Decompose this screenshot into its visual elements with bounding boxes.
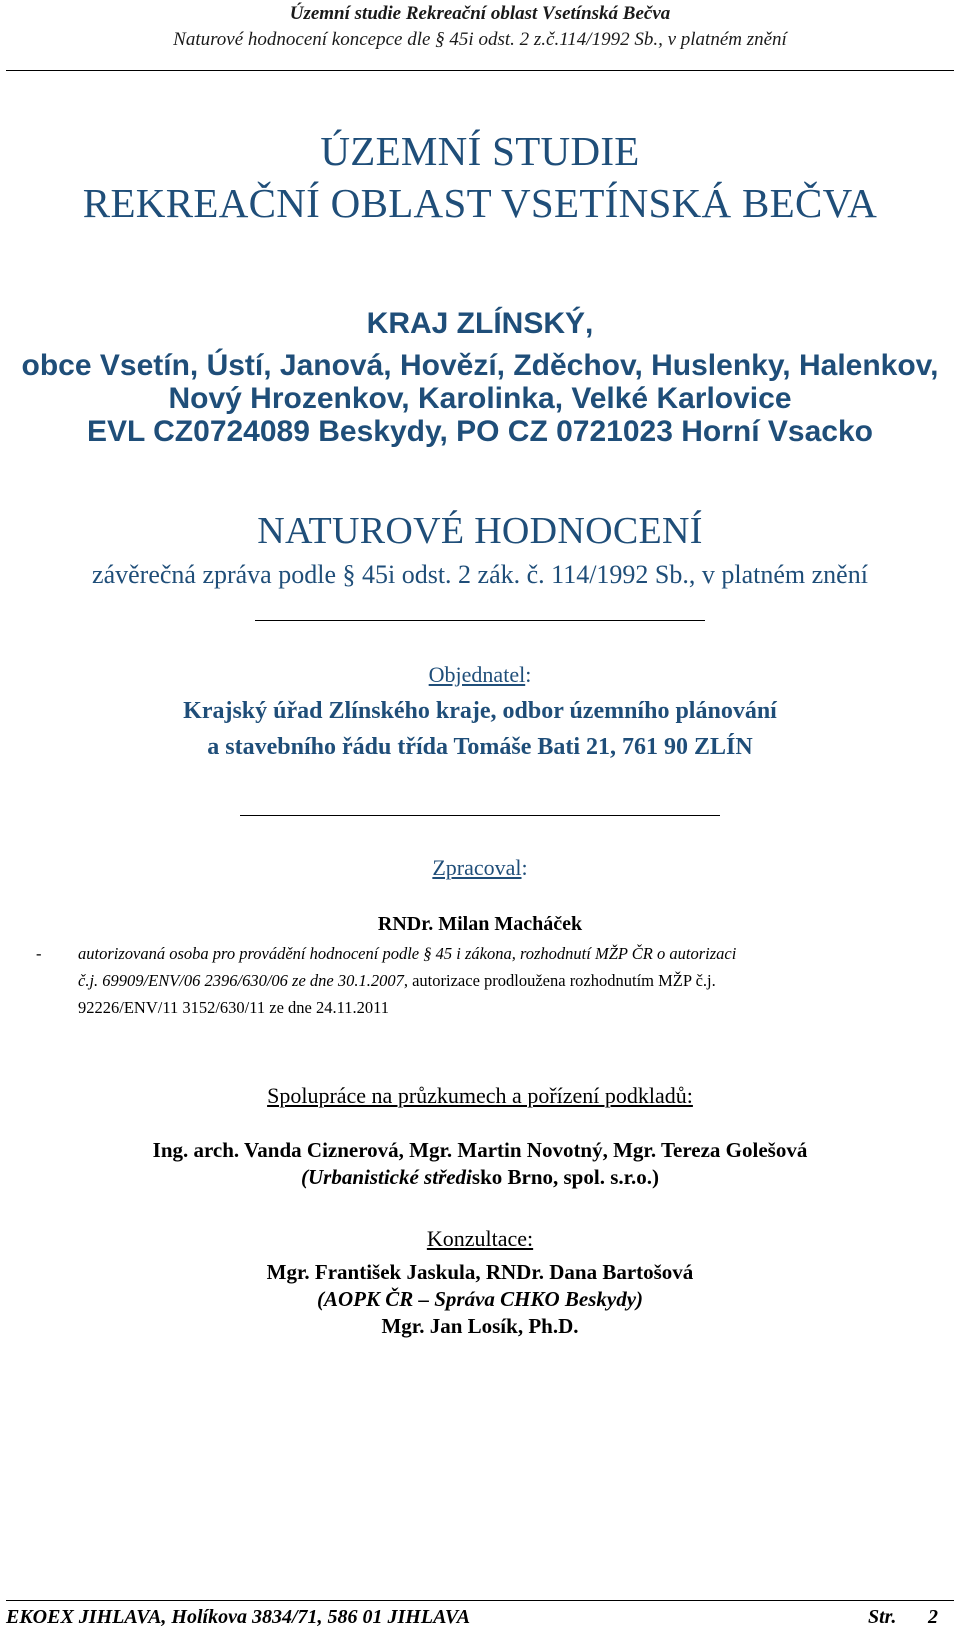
cooperation-names: Ing. arch. Vanda Ciznerová, Mgr. Martin Novotný, Mgr. Tereza Golešová (152, 1138, 808, 1162)
client-line1: Krajský úřad Zlínského kraje, odbor územního plánování (183, 698, 777, 724)
region-line3: Nový Hrozenkov, Karolinka, Velké Karlovice (168, 382, 792, 415)
processor-name: RNDr. Milan Macháček (377, 913, 583, 935)
authorization-ref: č.j. 69909/ENV/06 2396/630/06 ze dne 30.1.2007 (78, 971, 404, 990)
client-label: Objednatel: (428, 662, 532, 687)
client-line2: a stavebního řádu třída Tomáše Bati 21, 761 90 ZLÍN (207, 734, 753, 760)
running-header-subtitle: Naturové hodnocení koncepce dle § 45i odst. 2 z.č.114/1992 Sb., v platném znění (173, 29, 787, 50)
separator-rule (255, 620, 705, 621)
authorization-line3: 92226/ENV/11 3152/630/11 ze dne 24.11.2011 (78, 998, 390, 1017)
cooperation-label: Spolupráce na průzkumech a pořízení podkladů: (267, 1083, 693, 1108)
list-dash: - (36, 944, 42, 963)
footer-company: EKOEX JIHLAVA, Holíkova 3834/71, 586 01 JIHLAVA (6, 1606, 471, 1628)
region-line1: KRAJ ZLÍNSKÝ, (366, 307, 594, 340)
authorization-extension: , autorizace prodloužena rozhodnutím MŽP č.j. (403, 971, 716, 990)
consultation-line2: (AOPK ČR – Správa CHKO Beskydy) (316, 1287, 644, 1311)
cooperation-org (0, 1165, 960, 1190)
footer-page-number: 2 (928, 1606, 938, 1628)
consultation-label: Konzultace: (426, 1226, 534, 1251)
running-header-title: Územní studie Rekreační oblast Vsetínská Bečva (289, 3, 671, 24)
consultation-line3: Mgr. Jan Losík, Ph.D. (381, 1314, 579, 1338)
authorization-paragraph (36, 940, 932, 1021)
study-title-line1: ÚZEMNÍ STUDIE (320, 128, 640, 174)
authorization-line1: autorizovaná osoba pro provádění hodnocení podle § 45 i zákona, rozhodnutí MŽP ČR o autorizaci (78, 944, 737, 963)
processor-label-text: Zpracoval (432, 855, 522, 880)
footer-rule (6, 1600, 954, 1601)
consultation-line1: Mgr. František Jaskula, RNDr. Dana Bartošová (266, 1260, 694, 1284)
footer-page-label: Str. (868, 1606, 897, 1628)
client-label-text: Objednatel (428, 662, 526, 687)
region-line4: EVL CZ0724089 Beskydy, PO CZ 0721023 Horní Vsacko (87, 415, 873, 448)
header-rule (6, 70, 954, 71)
cooperation-org-rest: sko Brno, spol. s.r.o.) (471, 1165, 660, 1189)
cooperation-org-italic: (Urbanistické středi (300, 1165, 472, 1189)
report-title: NATUROVÉ HODNOCENÍ (257, 510, 703, 552)
study-title-line2: REKREAČNÍ OBLAST VSETÍNSKÁ BEČVA (82, 180, 878, 226)
processor-label: Zpracoval: (432, 855, 528, 880)
region-line2: obce Vsetín, Ústí, Janová, Hovězí, Zděchov, Huslenky, Halenkov, (21, 349, 939, 382)
separator-rule (240, 815, 720, 816)
report-subtitle: závěrečná zpráva podle § 45i odst. 2 zák. č. 114/1992 Sb., v platném znění (92, 560, 868, 589)
authorization-line2 (78, 967, 932, 994)
